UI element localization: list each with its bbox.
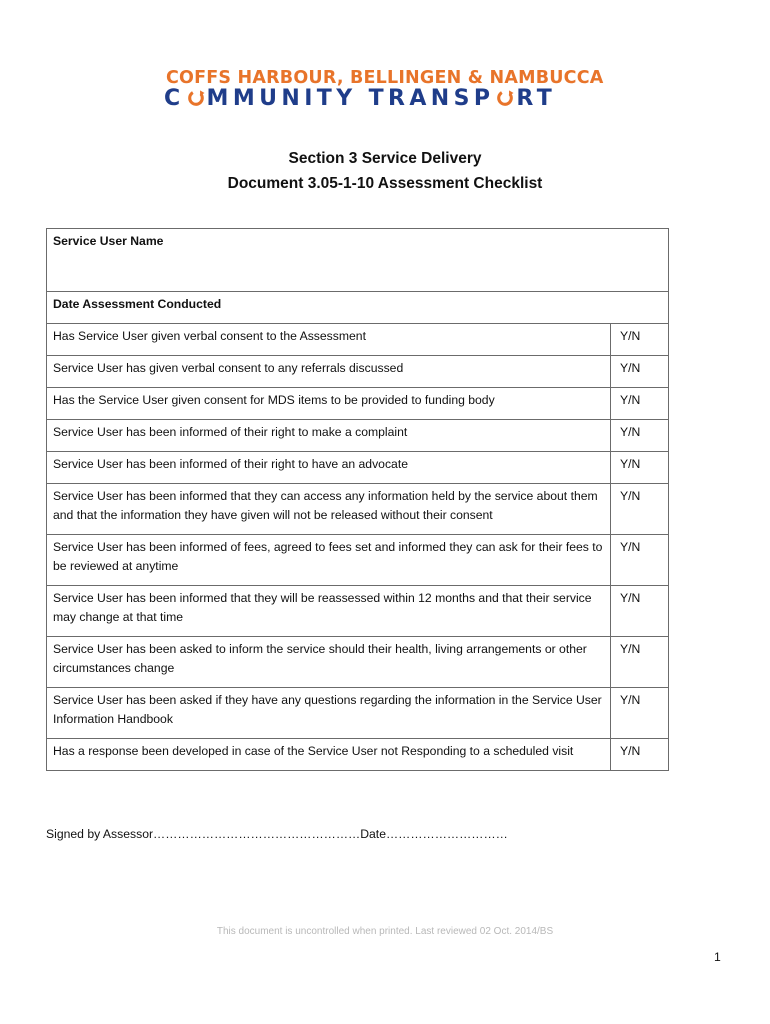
checklist-row bbox=[47, 535, 669, 586]
checklist-answer-yn[interactable]: Y/N bbox=[611, 324, 669, 356]
service-user-name-field[interactable] bbox=[47, 229, 669, 292]
checklist-row bbox=[47, 484, 669, 535]
checklist-answer-yn[interactable]: Y/N bbox=[611, 535, 669, 586]
checklist-answer-yn[interactable]: Y/N bbox=[611, 388, 669, 420]
logo-wordmark-part2: MMUNITY TRANSP bbox=[206, 86, 495, 111]
checklist-question: Service User has given verbal consent to any referrals discussed bbox=[47, 356, 611, 388]
checklist-answer-yn[interactable]: Y/N bbox=[611, 586, 669, 637]
checklist-row bbox=[47, 637, 669, 688]
checklist-question: Has Service User given verbal consent to the Assessment bbox=[47, 324, 611, 356]
checklist-answer-yn[interactable]: Y/N bbox=[611, 637, 669, 688]
checklist-row bbox=[47, 452, 669, 484]
organization-logo bbox=[160, 68, 610, 114]
checklist-row bbox=[47, 324, 669, 356]
checklist-row bbox=[47, 420, 669, 452]
checklist-answer-yn[interactable]: Y/N bbox=[611, 688, 669, 739]
checklist-answer-yn[interactable]: Y/N bbox=[611, 356, 669, 388]
logo-wordmark-part3: RT bbox=[516, 86, 557, 111]
date-assessment-label: Date Assessment Conducted bbox=[53, 297, 222, 311]
checklist-question: Service User has been informed of their right to have an advocate bbox=[47, 452, 611, 484]
service-user-name-label: Service User Name bbox=[53, 234, 164, 248]
page-number: 1 bbox=[714, 950, 721, 964]
checklist-answer-yn[interactable]: Y/N bbox=[611, 452, 669, 484]
logo-wordmark-part1: C bbox=[164, 86, 185, 111]
logo-wordmark bbox=[164, 86, 556, 111]
section-title: Section 3 Service Delivery bbox=[288, 150, 482, 167]
logo-region-text: COFFS HARBOUR, BELLINGEN & NAMBUCCA bbox=[166, 68, 604, 88]
checklist-answer-yn[interactable]: Y/N bbox=[611, 484, 669, 535]
uncontrolled-document-note: This document is uncontrolled when printed. Last reviewed 02 Oct. 2014/BS bbox=[216, 926, 554, 937]
document-title: Document 3.05-1-10 Assessment Checklist bbox=[227, 175, 543, 192]
checklist-question: Has a response been developed in case of the Service User not Responding to a scheduled visit bbox=[47, 739, 611, 771]
checklist-row bbox=[47, 688, 669, 739]
checklist-row bbox=[47, 739, 669, 771]
checklist-question: Service User has been informed that they can access any information held by the service about them and that the information they have given will not be released without their consent bbox=[47, 484, 611, 535]
service-user-name-row bbox=[47, 229, 669, 292]
checklist-question: Service User has been asked if they have any questions regarding the information in the Service User Information Handbook bbox=[47, 688, 611, 739]
checklist-row bbox=[47, 586, 669, 637]
checklist-answer-yn[interactable]: Y/N bbox=[611, 739, 669, 771]
checklist-answer-yn[interactable]: Y/N bbox=[611, 420, 669, 452]
logo-o-arrow-icon bbox=[187, 89, 205, 107]
date-assessment-row bbox=[47, 292, 669, 324]
checklist-question: Service User has been informed of fees, agreed to fees set and informed they can ask for their fees to be reviewed at anytime bbox=[47, 535, 611, 586]
checklist-question: Service User has been informed that they will be reassessed within 12 months and that their service may change at that time bbox=[47, 586, 611, 637]
checklist-row bbox=[47, 356, 669, 388]
logo-o-arrow-icon-2 bbox=[496, 89, 514, 107]
assessor-signature-line[interactable]: Signed by Assessor……………………………………………Date………………………… bbox=[46, 827, 508, 841]
date-assessment-field[interactable] bbox=[47, 292, 669, 324]
checklist-question: Service User has been asked to inform the service should their health, living arrangements or other circumstances change bbox=[47, 637, 611, 688]
checklist-question: Service User has been informed of their right to make a complaint bbox=[47, 420, 611, 452]
checklist-question: Has the Service User given consent for MDS items to be provided to funding body bbox=[47, 388, 611, 420]
assessment-checklist-table bbox=[46, 228, 669, 771]
checklist-row bbox=[47, 388, 669, 420]
